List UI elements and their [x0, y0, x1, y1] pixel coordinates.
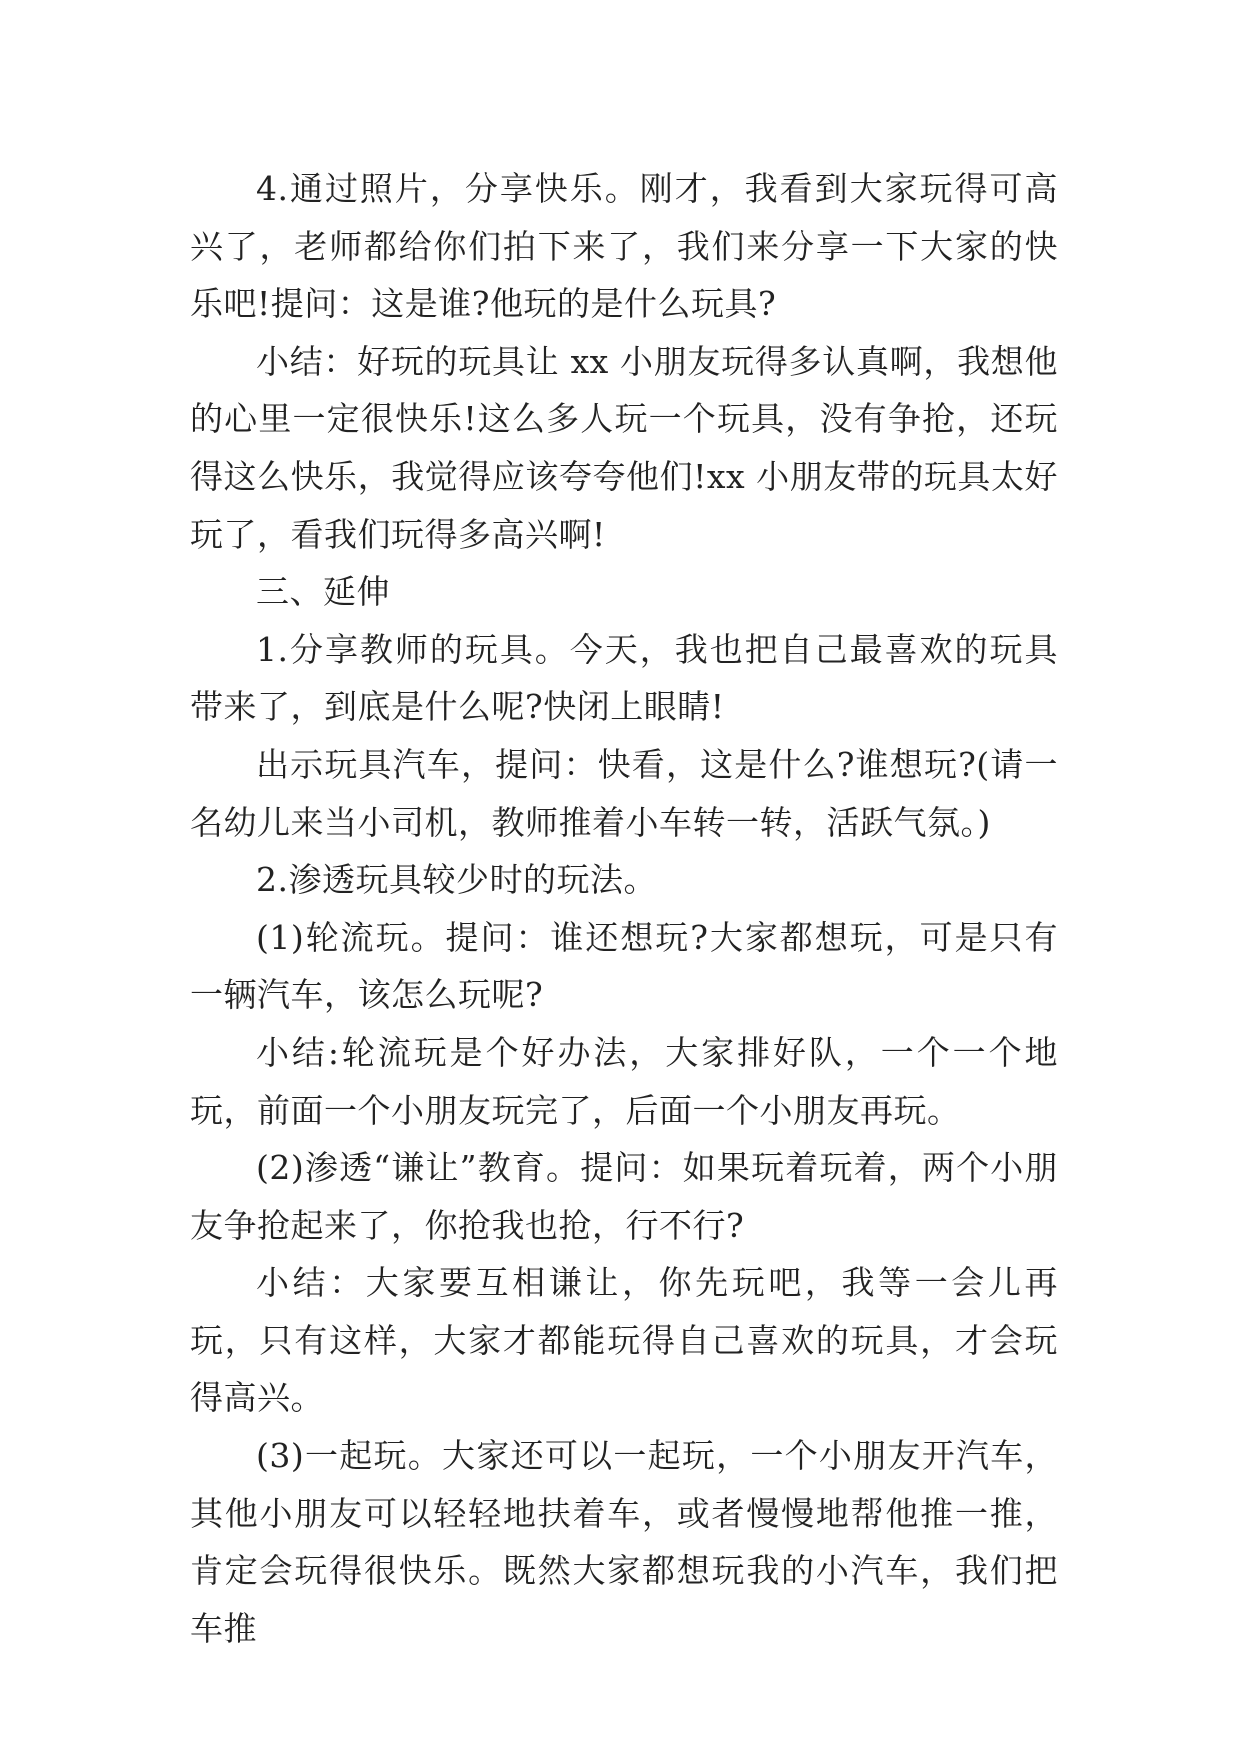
section-heading-extension: 三、延伸	[256, 572, 390, 612]
document-body	[190, 160, 1058, 1657]
paragraph-play-together: (3)一起玩。大家还可以一起玩，一个小朋友开汽车，其他小朋友可以轻轻地扶着车，或者慢慢地帮他推一推，肯定会玩得很快乐。既然大家都想玩我的小汽车，我们把车推	[190, 1436, 1058, 1648]
paragraph-yield-education: (2)渗透“谦让”教育。提问：如果玩着玩着，两个小朋友争抢起来了，你抢我也抢，行不行?	[190, 1148, 1058, 1245]
paragraph-summary-1: 小结：好玩的玩具让 xx 小朋友玩得多认真啊，我想他的心里一定很快乐!这么多人玩一个玩具，没有争抢，还玩得这么快乐，我觉得应该夸夸他们!xx 小朋友带的玩具太好玩了，看我们玩得多高兴啊!	[190, 341, 1058, 554]
paragraph-few-toys: 2.渗透玩具较少时的玩法。	[256, 860, 657, 900]
paragraph-summary-3: 小结：大家要互相谦让，你先玩吧，我等一会儿再玩，只有这样，大家才都能玩得自己喜欢的玩具，才会玩得高兴。	[190, 1263, 1058, 1418]
paragraph-teacher-toy: 1.分享教师的玩具。今天，我也把自己最喜欢的玩具带来了，到底是什么呢?快闭上眼睛!	[190, 629, 1058, 727]
paragraph-summary-2: 小结:轮流玩是个好办法，大家排好队，一个一个地玩，前面一个小朋友玩完了，后面一个小朋友再玩。	[190, 1032, 1058, 1130]
paragraph-take-turns: (1)轮流玩。提问：谁还想玩?大家都想玩，可是只有一辆汽车，该怎么玩呢?	[190, 917, 1058, 1015]
paragraph-share-photos: 4.通过照片，分享快乐。刚才，我看到大家玩得可高兴了，老师都给你们拍下来了，我们来分享一下大家的快乐吧!提问：这是谁?他玩的是什么玩具?	[190, 169, 1058, 324]
paragraph-show-car: 出示玩具汽车，提问：快看，这是什么?谁想玩?(请一名幼儿来当小司机，教师推着小车转一转，活跃气氛。)	[190, 744, 1058, 842]
